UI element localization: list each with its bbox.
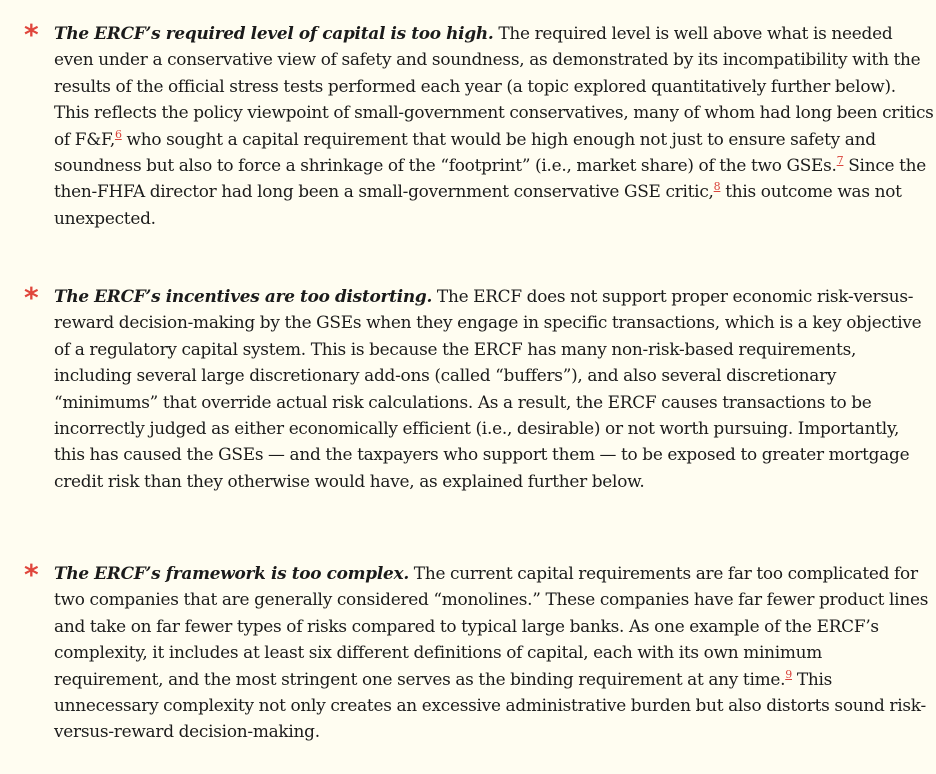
item-body-text: The ERCF does not support proper economic risk-versus-reward decision-making by the GSEs when they engage in specific transactions, which is a key objective of a regulatory capital system. This is because the ERCF has many non-risk-based requirements, including several large discretionary add-ons (called “buffers”), and also several discretionary “minimums” that override actual risk calculations. As a result, the ERCF causes transactions to be incorrectly judged as either economically efficient (i.e., desirable) or not worth pursuing. Importantly, this has caused the GSEs — and the taxpayers who support them — to be exposed to greater mortgage credit risk than they otherwise would have, as explained further below. xyxy=(54,286,922,491)
item-body-text: The current capital requirements are far too complicated for two companies that are generally considered “monolines.” These companies have far fewer product lines and take on far fewer types of risks compared to typical large banks. As one example of the ERCF’s complexity, it includes at least six different definitions of capital, each with its own minimum requirement, and the most stringent one serves as the binding requirement at any time. xyxy=(54,563,929,689)
footnote-link[interactable]: 6 xyxy=(114,127,122,141)
footnote-link[interactable]: 9 xyxy=(785,667,792,681)
item-lead-heading: The ERCF’s framework is too complex. xyxy=(54,563,409,583)
paragraph xyxy=(54,283,934,494)
footnote-ref-9 xyxy=(785,668,792,681)
asterisk-bullet-icon: * xyxy=(24,558,39,591)
paragraph xyxy=(54,560,934,745)
item-body-text: this outcome was not unexpected. xyxy=(54,181,902,228)
item-body-text: who sought a capital requirement that would be high enough not just to ensure safety and soundness but also to force a shrinkage of the “footprint” (i.e., market share) of the two GSEs. xyxy=(54,128,876,176)
asterisk-bullet-icon: * xyxy=(24,281,39,314)
item-lead-heading: The ERCF’s required level of capital is too high. xyxy=(54,23,494,43)
item-body-text: Since the then-FHFA director had long been a small-government conservative GSE critic, xyxy=(54,155,927,202)
footnote-ref-6 xyxy=(115,128,122,141)
asterisk-bullet-icon: * xyxy=(24,18,39,51)
paragraph xyxy=(54,20,934,231)
footnote-link[interactable]: 8 xyxy=(713,180,721,194)
item-lead-heading: The ERCF’s incentives are too distorting. xyxy=(54,286,433,306)
item-body-text: The required level is well above what is needed even under a conservative view of safety and soundness, as demonstrated by its incompatibility with the results of the official stress tests performed each year (a topic explored quantitatively further below). This reflects the policy viewpoint of small-government conservatives, many of whom had long been critics of F&F, xyxy=(54,23,934,149)
footnote-link[interactable]: 7 xyxy=(836,154,844,168)
item-body-text: This unnecessary complexity not only creates an excessive administrative burden but also distorts sound risk-versus-reward decision-making. xyxy=(54,668,926,742)
